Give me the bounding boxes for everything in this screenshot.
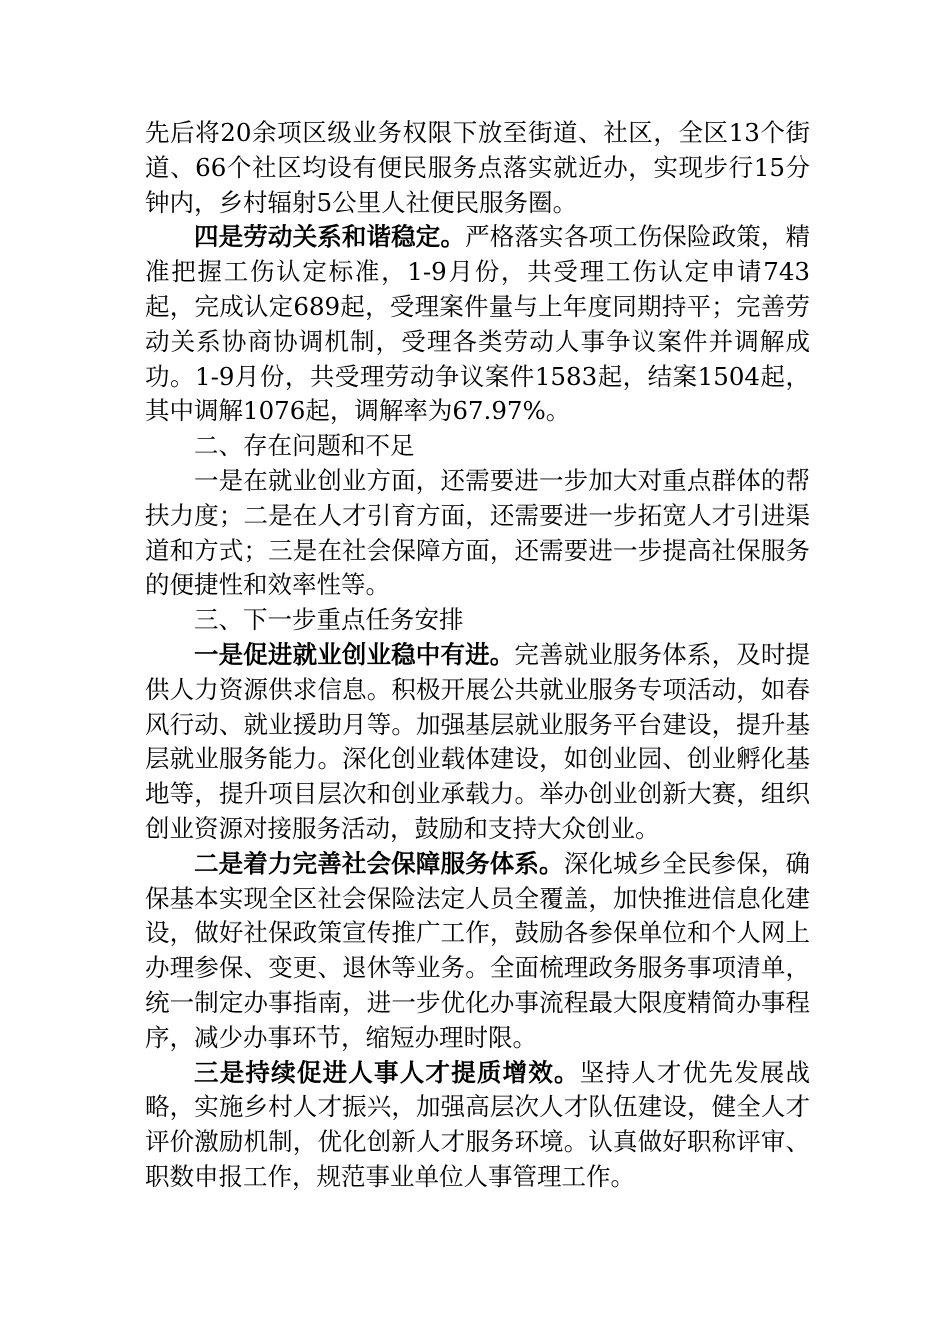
paragraph-employment	[145, 638, 810, 847]
paragraph-text: 深化城乡全民参保，确保基本实现全区社会保险法定人员全覆盖，加快推进信息化建设，做好社保政策宣传推广工作，鼓励各参保单位和个人网上办理参保、变更、退休等业务。全面梳理政务服务事项清单，统一制定办事指南，进一步优化办事流程最大限度精简办事程序，减少办事环节，缩短办理时限。	[145, 848, 810, 1052]
paragraph-text: 完善就业服务体系，及时提供人力资源供求信息。积极开展公共就业服务专项活动，如春风行动、就业援助月等。加强基层就业服务平台建设，提升基层就业服务能力。深化创业载体建设，如创业园、创业孵化基地等，提升项目层次和创业承载力。举办创业创新大赛，组织创业资源对接服务活动，鼓励和支持大众创业。	[145, 639, 811, 843]
paragraph-text: 一是在就业创业方面，还需要进一步加大对重点群体的帮扶力度；二是在人才引育方面，还需要进一步拓宽人才引进渠道和方式；三是在社会保障方面，还需要进一步提高社保服务的便捷性和效率性等。	[145, 465, 810, 600]
paragraph-problems	[145, 464, 810, 603]
paragraph-labor-relations	[145, 220, 810, 429]
paragraph-text: 坚持人才优先发展战略，实施乡村人才振兴，加强高层次人才队伍建设，健全人才评价激励机制，优化创新人才服务环境。认真做好职称评审、职数申报工作，规范事业单位人事管理工作。	[145, 1057, 811, 1191]
section-heading-problems: 二、存在问题和不足	[194, 431, 415, 461]
paragraph-social-security	[145, 847, 810, 1056]
paragraph-lead-heading: 三是持续促进人事人才提质增效。	[194, 1057, 580, 1087]
paragraph-lead-heading: 四是劳动关系和谐稳定。	[194, 222, 466, 252]
paragraph-text: 先后将20余项区级业务权限下放至街道、社区，全区13个街道、66个社区均设有便民服务点落实就近办，实现步行15分钟内，乡村辐射5公里人社便民服务圈。	[145, 118, 810, 217]
document-page	[145, 116, 810, 1195]
paragraph-text: 严格落实各项工伤保险政策，精准把握工伤认定标准，1-9月份，共受理工伤认定申请743起，完成认定689起，受理案件量与上年度同期持平；完善劳动关系协商协调机制，受理各类劳动人事争议案件并调解成功。1-9月份，共受理劳动争议案件1583起，结案1504起，其中调解1076起，调解率为67.97%。	[145, 222, 811, 426]
paragraph-service-points	[145, 116, 810, 220]
paragraph-lead-heading: 一是促进就业创业稳中有进。	[194, 639, 515, 669]
section-heading-next-steps: 三、下一步重点任务安排	[194, 605, 464, 635]
paragraph-lead-heading: 二是着力完善社会保障服务体系。	[194, 848, 564, 878]
paragraph-talent	[145, 1056, 810, 1195]
